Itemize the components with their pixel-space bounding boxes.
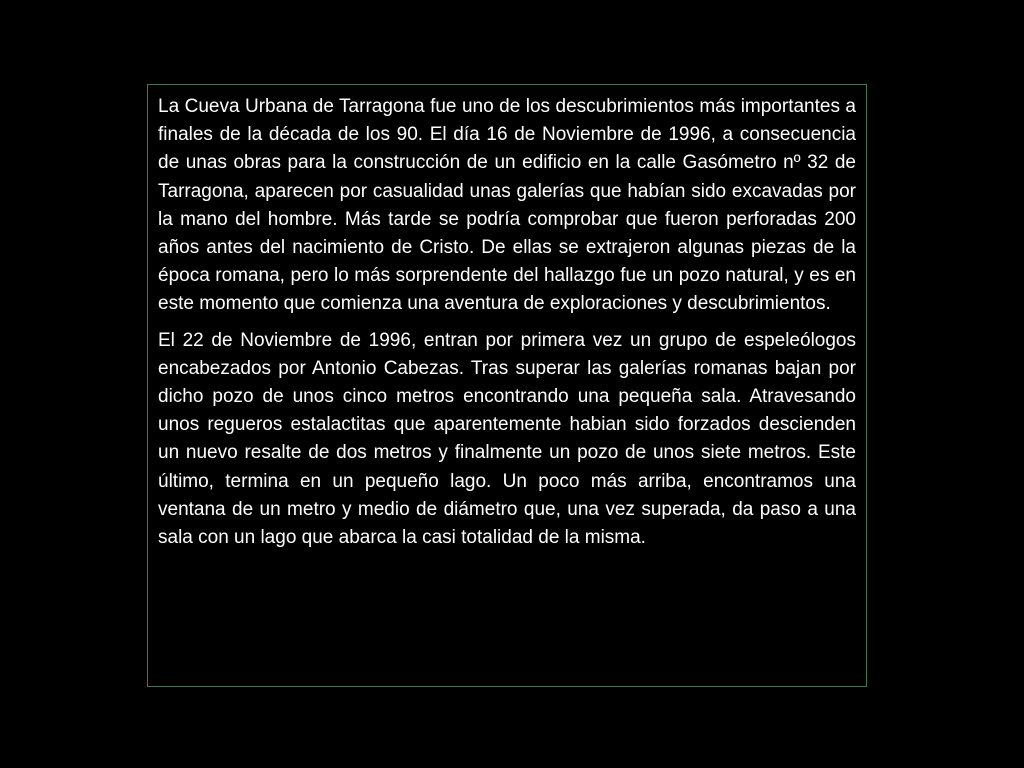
paragraph-1: La Cueva Urbana de Tarragona fue uno de los descubrimientos más importantes a finales de la década de los 90. El día 16 de Noviembre de 1996, a consecuencia de unas obras para la construcción de un edificio en la calle Gasómetro nº 32 de Tarragona, aparecen por casualidad unas galerías que habían sido excavadas por la mano del hombre. Más tarde se podría comprobar que fueron perforadas 200 años antes del nacimiento de Cristo. De ellas se extrajeron algunas piezas de la época romana, pero lo más sorprendente del hallazgo fue un pozo natural, y es en este momento que comienza una aventura de exploraciones y descubrimientos. — [158, 96, 856, 315]
text-box — [147, 84, 867, 687]
paragraph-2: El 22 de Noviembre de 1996, entran por primera vez un grupo de espeleólogos encabezados por Antonio Cabezas. Tras superar las galerías romanas bajan por dicho pozo de unos cinco metros encontrando una pequeña sala. Atravesando unos regueros estalactitas que aparentemente habian sido forzados descienden un nuevo resalte de dos metros y finalmente un pozo de unos siete metros. Este último, termina en un pequeño lago. Un poco más arriba, encontramos una ventana de un metro y medio de diámetro que, una vez superada, da paso a una sala con un lago que abarca la casi totalidad de la misma. — [158, 329, 856, 549]
